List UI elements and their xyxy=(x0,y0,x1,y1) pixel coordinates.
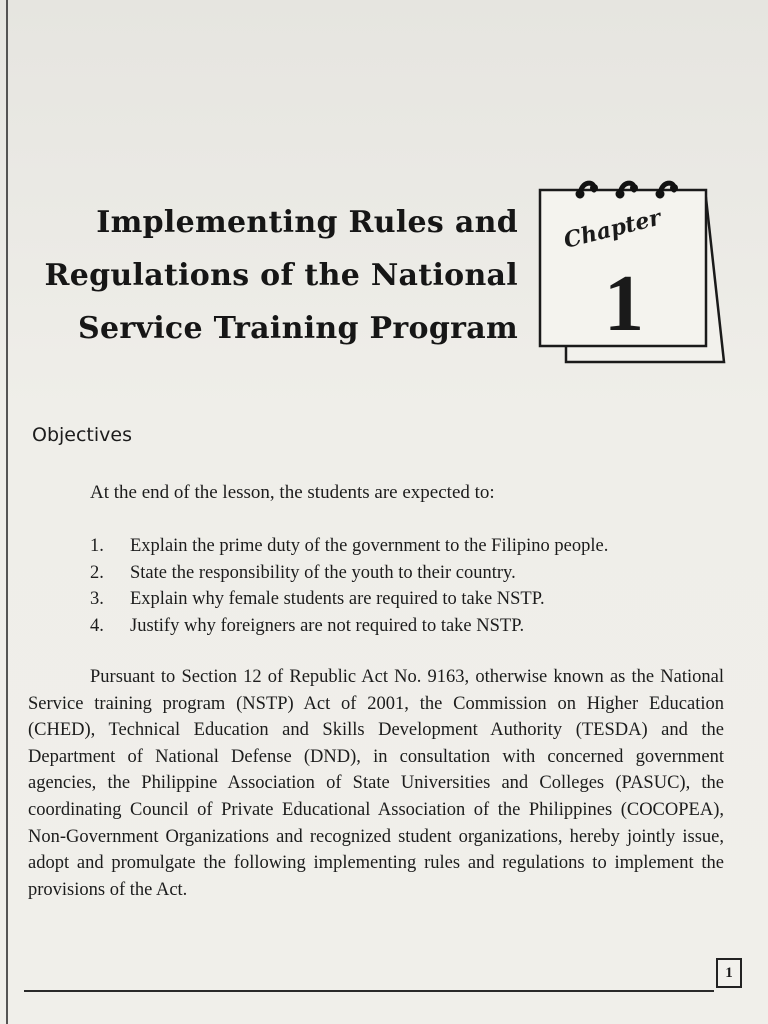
page-binding-edge xyxy=(6,0,8,1024)
objective-number: 1. xyxy=(90,536,104,556)
objective-text: Explain why female students are required to take NSTP. xyxy=(130,589,545,609)
objectives-intro: At the end of the lesson, the students are expected to: xyxy=(90,482,495,503)
objectives-heading: Objectives xyxy=(32,424,132,446)
chapter-title xyxy=(30,196,518,355)
objective-item xyxy=(86,533,746,560)
objective-item xyxy=(86,586,746,613)
objectives-list xyxy=(86,533,746,639)
objective-number: 3. xyxy=(90,589,104,609)
chapter-calendar-icon xyxy=(536,176,732,370)
page-number: 1 xyxy=(716,958,742,988)
body-paragraph: Pursuant to Section 12 of Republic Act No. 9163, otherwise known as the National Service training program (NSTP) Act of 2001, the Commission on Higher Education (CHED), Technical Education and Skills Development Authority (TESDA) and the Department of National Defense (DND), in consultation with concerned government agencies, the Philippine Association of State Universities and Colleges (PASUC), the coordinating Council of Private Educational Association of the Philippines (COCOPEA), Non-Government Organizations and recognized student organizations, hereby jointly issue, adopt and promulgate the following implementing rules and regulations to implement the provisions of the Act. xyxy=(28,667,724,900)
calendar-label: Chapter xyxy=(561,204,664,254)
objective-number: 4. xyxy=(90,615,104,636)
objective-text: Explain the prime duty of the government to the Filipino people. xyxy=(130,536,609,556)
calendar-number: 1 xyxy=(604,260,644,348)
objective-item xyxy=(86,613,746,640)
footer-rule xyxy=(24,990,714,992)
objective-text: State the responsibility of the youth to their country. xyxy=(130,562,516,583)
chapter-title-line-1: Implementing Rules and xyxy=(96,205,518,240)
chapter-title-line-2: Regulations of the National xyxy=(44,258,518,293)
chapter-title-line-3: Service Training Program xyxy=(78,311,518,346)
objective-item xyxy=(86,560,746,587)
objective-number: 2. xyxy=(90,562,104,583)
objective-text: Justify why foreigners are not required to take NSTP. xyxy=(130,615,525,636)
